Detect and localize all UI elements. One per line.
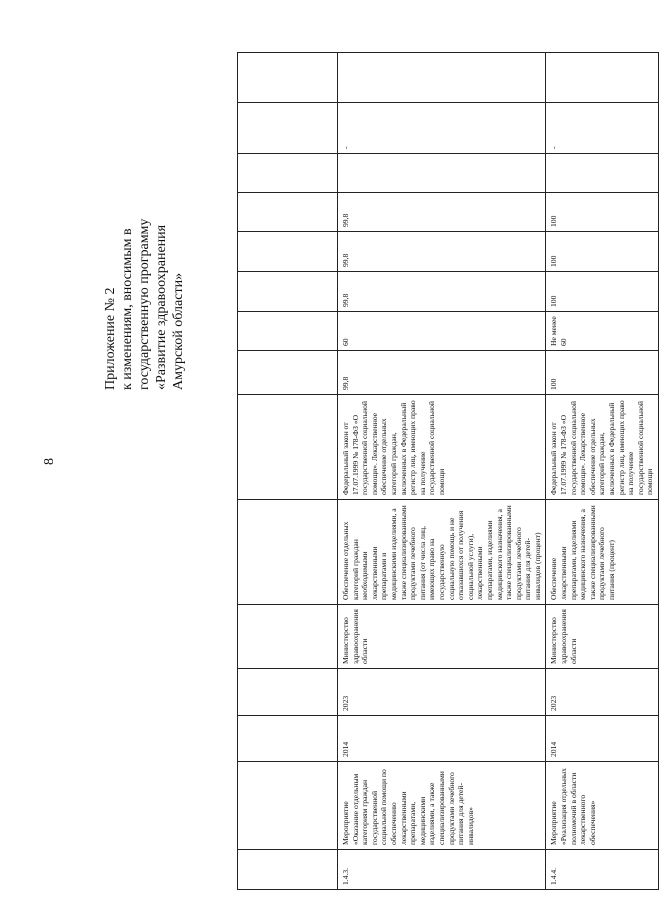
value-6: - [546, 103, 659, 154]
legal-basis: Федеральный закон от 17.07.1999 № 178-ФЗ «О государственной социальной помощи». Лекарственное обеспечение отдельных категорий граждан, включенных в Федеральный регистр лиц, имеющих право на получение государственной социальной помощи [338, 395, 546, 500]
executor: Министерство здравоохранения области [338, 605, 546, 669]
value-2: Не менее 60 [546, 312, 659, 351]
legal-basis: Федеральный закон от 17.07.1999 № 178-ФЗ «О государственной социальной помощи». Лекарственное обеспечение отдельных категорий граждан, включенных в Федеральный регистр лиц, имеющих право на получение государственной социальной помощи [546, 395, 659, 500]
table-cell [238, 669, 338, 716]
caption-line-5: Амурской области» [171, 272, 186, 390]
table-cell [238, 351, 338, 395]
page-number: 8 [42, 458, 57, 465]
table-cell [238, 605, 338, 669]
value-6: - [338, 103, 546, 154]
table-cell [238, 103, 338, 154]
caption-line-4: «Развитие здравоохранения [154, 224, 169, 390]
table-cell [546, 53, 659, 103]
table-cell [546, 154, 659, 193]
start-year: 2014 [338, 716, 546, 762]
end-year: 2023 [546, 669, 659, 716]
table-cell [238, 232, 338, 272]
value-5: 100 [546, 193, 659, 232]
caption-line-2: к изменениям, вносимым в [120, 228, 135, 390]
row-number: 1.4.3. [338, 850, 546, 890]
table-cell [238, 312, 338, 351]
executor: Министерство здравоохранения области [546, 605, 659, 669]
value-3: 100 [546, 272, 659, 312]
value-4: 100 [546, 232, 659, 272]
table-cell [238, 272, 338, 312]
table-cell [238, 53, 338, 103]
table-cell [238, 716, 338, 762]
caption-line-1: Приложение № 2 [103, 287, 118, 390]
value-1: 100 [546, 351, 659, 395]
indicator: Обеспечение отдельных категорий граждан необходимыми лекарственными препаратами и медицинскими изделиями, а также специализированными продуктами лечебного питания (от числа лиц, имеющих право на государственную социальную помощь и не отказавшихся от получения социальной услуги), лекарственными препаратами, изделиями медицинского назначения, а также специализированными продуктами лечебного питания для детей-инвалидов (процент) [338, 500, 546, 605]
table-cell [238, 500, 338, 605]
measure-name: Мероприятие «Оказание отдельным категориям граждан государственной социальной помощи по обеспечению лекарственными препаратами, медицинскими изделиями, а также специализированными продуктами лечебного питания для детей-инвалидов» [338, 762, 546, 850]
value-5: 99,8 [338, 193, 546, 232]
value-4: 99,8 [338, 232, 546, 272]
measure-name: Мероприятие «Реализация отдельных полномочий в области лекарственного обеспечения» [546, 762, 659, 850]
table-cell [338, 154, 546, 193]
table-cell [338, 53, 546, 103]
table-cell [238, 762, 338, 850]
indicator: Обеспечение лекарственными препаратами, изделиями медицинского назначения, а также специализированными продуктами лечебного питания (процент) [546, 500, 659, 605]
measures-table [237, 52, 659, 890]
table-row [338, 53, 546, 890]
appendix-caption [102, 10, 187, 390]
table-cell [238, 193, 338, 232]
table-cell [238, 154, 338, 193]
caption-line-3: государственную программу [137, 218, 152, 390]
table-cell [238, 850, 338, 890]
table-row-empty-top [238, 53, 338, 890]
table-row [546, 53, 659, 890]
value-3: 99,8 [338, 272, 546, 312]
start-year: 2014 [546, 716, 659, 762]
end-year: 2023 [338, 669, 546, 716]
value-1: 99,8 [338, 351, 546, 395]
rotated-landscape-content [0, 5, 655, 905]
value-2: 60 [338, 312, 546, 351]
row-number: 1.4.4. [546, 850, 659, 890]
table-cell [238, 395, 338, 500]
